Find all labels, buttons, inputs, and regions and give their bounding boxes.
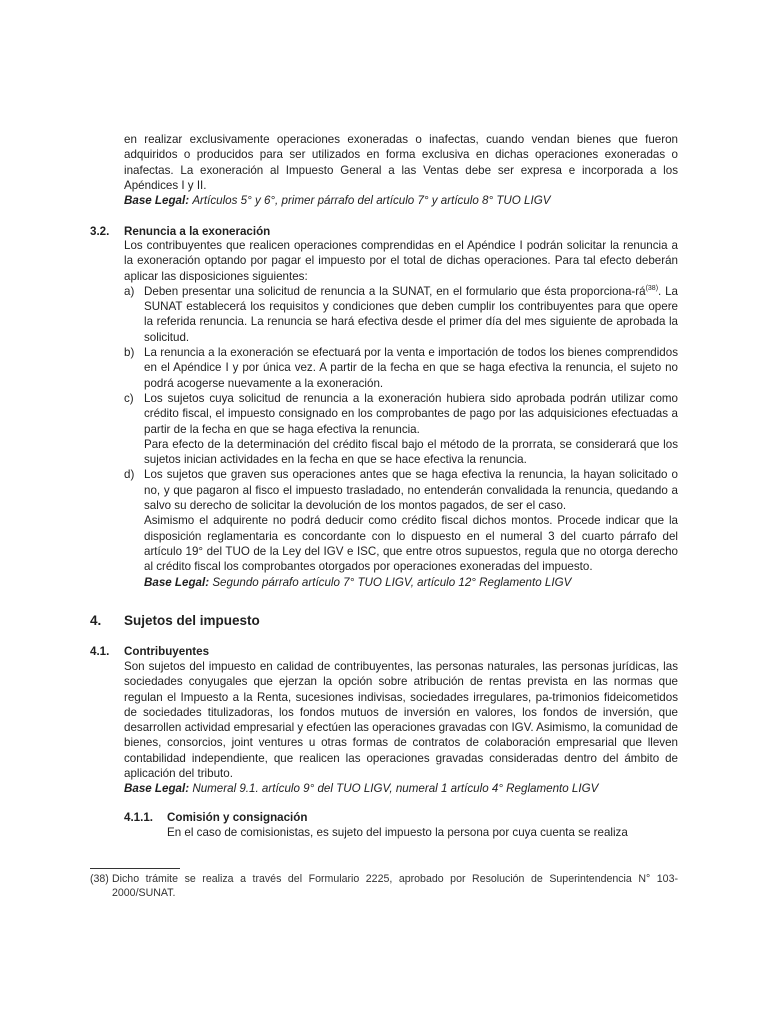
section-4-1-1-body xyxy=(167,825,678,840)
list-item-d xyxy=(124,467,678,589)
section-4-1-1-text: En el caso de comisionistas, es sujeto del impuesto la persona por cuya cuenta se realiza xyxy=(167,826,628,839)
section-3-2-body xyxy=(124,238,678,590)
section-4-1-body xyxy=(124,659,678,797)
base-legal-label: Base Legal: xyxy=(124,194,190,208)
item-a-text-2: . La SUNAT establecerá los requisitos y condiciones que deben cumplir los contribuyentes para que opere la referida renuncia. La renuncia se hará efectiva desde el primer día del mes siguiente de aprobada la solicitud. xyxy=(144,284,678,344)
section-4-title: Sujetos del impuesto xyxy=(124,613,260,628)
list-label-a: a) xyxy=(124,284,135,298)
item-b-text: La renuncia a la exoneración se efectuará por la venta e importación de todos los bienes comprendidos en el Apéndice I y por única vez. A partir de la fecha en que se haga efectiva la renuncia, el sujeto no podrá acogerse nuevamente a la exoneración. xyxy=(144,346,678,390)
footnote-divider xyxy=(90,868,180,869)
section-4-1-base-legal xyxy=(124,781,678,796)
base-legal-text: Segundo párrafo artículo 7° TUO LIGV, artículo 12° Reglamento LIGV xyxy=(212,575,572,589)
base-legal-label: Base Legal: xyxy=(124,782,190,796)
section-4-number: 4. xyxy=(90,613,102,628)
section-4-1-1-number: 4.1.1. xyxy=(124,811,154,824)
intro-paragraph xyxy=(124,132,678,208)
list-item-c xyxy=(124,391,678,467)
intro-text: en realizar exclusivamente operaciones exoneradas o inafectas, cuando vendan bienes que fueron adquiridos o producidos para ser utilizados en forma exclusiva en dichas operaciones exoneradas o inafectas. La exoneración al Impuesto General a las Ventas debe ser expresa e incorporada a los Apéndices I y II. xyxy=(124,133,678,192)
intro-base-legal xyxy=(124,193,678,208)
item-c-text: Los sujetos cuya solicitud de renuncia a la exoneración hubiera sido aprobada podrán utilizar como crédito fiscal, el impuesto consignado en los comprobantes de pago por las adquisiciones efectuadas a partir de la fecha en que se haga efectiva la renuncia. xyxy=(144,391,678,436)
section-3-2-title: Renuncia a la exoneración xyxy=(124,225,271,238)
footnote-number: (38) xyxy=(90,873,109,885)
section-4-1-title: Contribuyentes xyxy=(124,645,210,658)
section-4-1-number: 4.1. xyxy=(90,645,110,658)
base-legal-text: Numeral 9.1. artículo 9° del TUO LIGV, numeral 1 artículo 4° Reglamento LIGV xyxy=(192,782,599,796)
item-c-text-2: Para efecto de la determinación del crédito fiscal bajo el método de la prorrata, se considerará que los sujetos inician actividades en la fecha en que se hace efectiva la renuncia. xyxy=(144,437,678,467)
item-d-text: Los sujetos que graven sus operaciones antes que se haga efectiva la renuncia, la hayan solicitado o no, y que pagaron al fisco el impuesto trasladado, no entenderán convalidada la renuncia, quedando a salvo su derecho de solicitar la devolución de los montos pagados, de ser el caso. xyxy=(144,468,678,513)
item-d-text-2: Asimismo el adquirente no podrá deducir como crédito fiscal dichos montos. Procede indicar que la disposición reglamentaria es concordante con lo dispuesto en el numeral 3 del cuarto párrafo del artículo 19° del TUO de la Ley del IGV e ISC, que entre otros supuestos, regula que no otorga derecho al crédito fiscal los comprobantes otorgados por operaciones exoneradas del impuesto. xyxy=(144,514,678,574)
footnote-ref-38: (38) xyxy=(645,285,659,293)
list-label-b: b) xyxy=(124,346,135,360)
base-legal-label: Base Legal: xyxy=(144,575,210,589)
section-3-2-intro: Los contribuyentes que realicen operaciones comprendidas en el Apéndice I podrán solicitar la renuncia a la exoneración optando por pagar el impuesto por el total de dichas operaciones. Para tal efecto deberán aplicar las disposiciones siguientes: xyxy=(124,239,678,283)
item-a-text-1: Deben presentar una solicitud de renuncia a la SUNAT, en el formulario que ésta proporciona-rá xyxy=(144,284,646,298)
footnote-text: Dicho trámite se realiza a través del Formulario 2225, aprobado por Resolución de Superintendencia N° 103-2000/SUNAT. xyxy=(112,873,678,899)
list-label-d: d) xyxy=(124,468,135,482)
section-3-2-base-legal xyxy=(144,575,678,590)
section-4-1-1-title: Comisión y consignación xyxy=(167,811,308,824)
section-4-1-text: Son sujetos del impuesto en calidad de contribuyentes, las personas naturales, las personas jurídicas, las sociedades conyugales que ejerzan la opción sobre atribución de rentas prevista en las normas que regulan el Impuesto a la Renta, sucesiones indivisas, sociedades irregulares, pa-trimonios fideicometidos de sociedades titulizadoras, los fondos mutuos de inversión en valores, los fondos de inversión, que desarrollen actividad empresarial y efectúen las operaciones gravadas con IGV. Asimismo, la comunidad de bienes, consorcios, joint ventures u otras formas de contratos de colaboración empresarial que lleven contabilidad independiente, que realicen las operaciones gravadas consideradas dentro del ámbito de aplicación del tributo. xyxy=(124,660,678,781)
list-label-c: c) xyxy=(124,391,134,405)
footnote xyxy=(90,872,678,900)
base-legal-text: Artículos 5° y 6°, primer párrafo del artículo 7° y artículo 8° TUO LIGV xyxy=(192,194,551,208)
list-item-a xyxy=(124,284,678,345)
section-3-2-number: 3.2. xyxy=(90,225,110,238)
list-item-b xyxy=(124,345,678,391)
